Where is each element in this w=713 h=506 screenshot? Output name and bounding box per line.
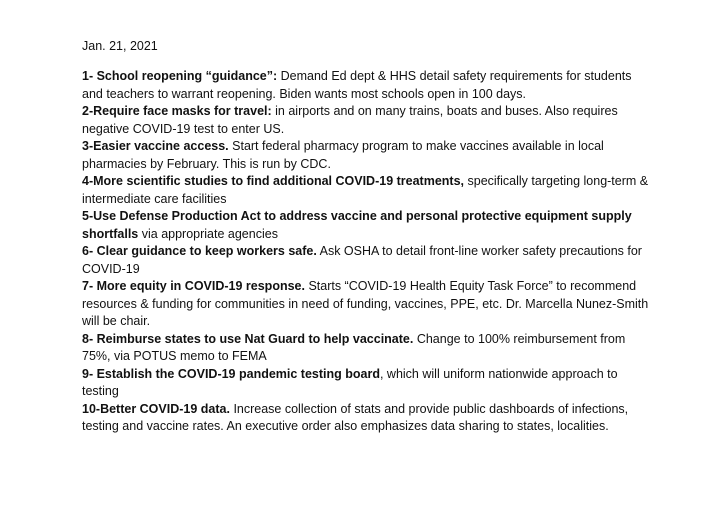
list-item — [82, 208, 650, 243]
list-item — [82, 68, 650, 103]
item-heading: 6- Clear guidance to keep workers safe. — [82, 244, 317, 258]
list-item — [82, 138, 650, 173]
item-text: Starts “COVID-19 Health Equity Task Force” to recommend resources & funding for communities in need of funding, vaccines, PPE, etc. Dr. Marcella Nunez-Smith will be chair. — [82, 279, 649, 328]
item-text: Start federal pharmacy program to make vaccines available in local pharmacies by February. This is run by CDC. — [82, 139, 604, 171]
list-item — [82, 103, 650, 138]
item-text: specifically targeting long-term & intermediate care facilities — [82, 174, 649, 206]
item-heading: 10-Better COVID-19 data. — [82, 401, 230, 416]
item-text: Increase collection of stats and provide public dashboards of infections, testing and vaccine rates. An executive order also emphasizes data sharing to states, localities. — [82, 401, 629, 433]
item-heading: 3-Easier vaccine access. — [82, 139, 229, 153]
list-item — [82, 366, 650, 401]
item-text: Demand Ed dept & HHS detail safety requirements for students and teachers to warrant reopening. Biden wants most schools open in 100 days. — [82, 69, 632, 101]
item-heading: 8- Reimburse states to use Nat Guard to help vaccinate. — [82, 331, 414, 346]
action-list — [82, 68, 650, 436]
document-date: Jan. 21, 2021 — [82, 39, 158, 53]
item-heading: 9- Establish the COVID-19 pandemic testing board — [82, 366, 380, 381]
item-text: Ask OSHA to detail front-line worker safety precautions for COVID-19 — [82, 244, 642, 276]
item-text: , which will uniform nationwide approach to testing — [82, 366, 618, 398]
item-text: Change to 100% reimbursement from 75%, via POTUS memo to FEMA — [82, 331, 626, 363]
list-item — [82, 173, 650, 208]
item-heading: 1- School reopening “guidance”: — [82, 69, 278, 83]
item-text: via appropriate agencies — [138, 226, 278, 241]
list-item — [82, 401, 650, 436]
item-heading: 4-More scientific studies to find additional COVID-19 treatments, — [82, 174, 465, 188]
item-heading: 7- More equity in COVID-19 response. — [82, 279, 305, 293]
list-item — [82, 331, 650, 366]
list-item — [82, 278, 650, 331]
item-heading: 5-Use Defense Production Act to address vaccine and personal protective equipment supply shortfalls — [82, 209, 632, 241]
item-heading: 2-Require face masks for travel: — [82, 104, 272, 118]
list-item — [82, 243, 650, 278]
item-text: in airports and on many trains, boats and buses. Also requires negative COVID-19 test to enter US. — [82, 104, 618, 136]
